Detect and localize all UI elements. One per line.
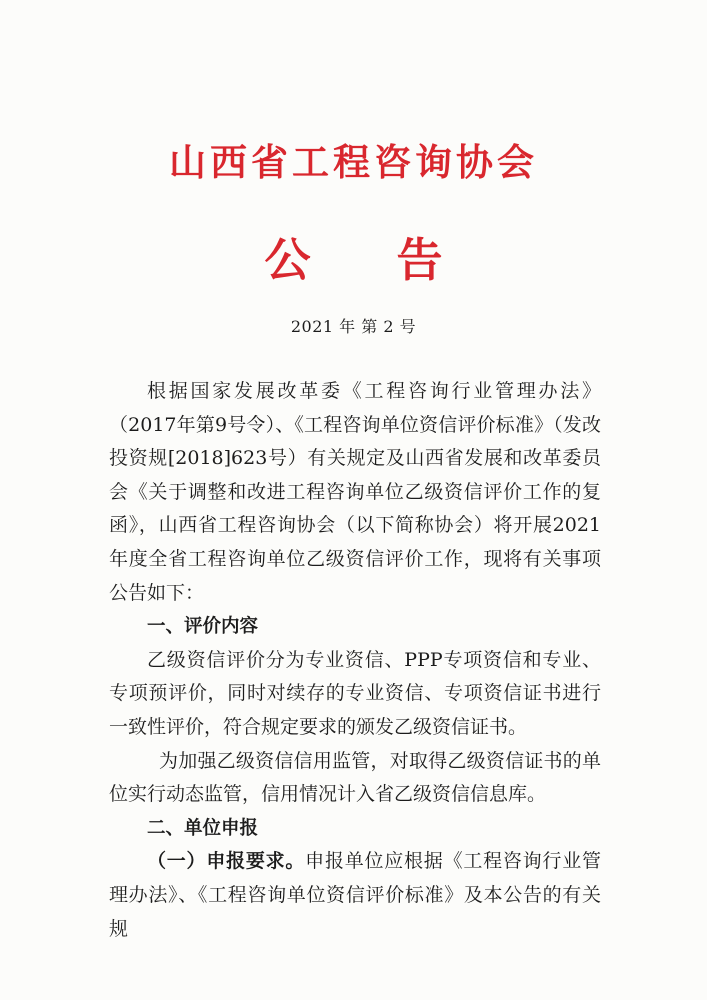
- section-heading-evaluation-content: 一、评价内容: [147, 616, 259, 638]
- notice-title: 公告: [264, 233, 529, 287]
- evaluation-paragraph-1: 乙级资信评价分为专业资信、PPP专项资信和专业、专项预评价，同时对续存的专业资信、专项资信证书进行一致性评价，符合规定要求的颁发乙级资信证书。: [109, 648, 601, 738]
- document-body: [109, 375, 601, 946]
- document-number: 2021 年 第 2 号: [290, 317, 417, 336]
- application-requirements-text: 申报单位应根据《工程咨询行业管理办法》、《工程咨询单位资信评价标准》及本公告的有关规: [109, 850, 601, 940]
- intro-paragraph: 根据国家发展改革委《工程咨询行业管理办法》（2017年第9号令）、《工程咨询单位资信评价标准》（发改投资规[2018]623号）有关规定及山西省发展和改革委员会《关于调整和改进工程咨询单位乙级资信评价工作的复函》，山西省工程咨询协会（以下简称协会）将开展2021年度全省工程咨询单位乙级资信评价工作，现将有关事项公告如下：: [109, 380, 601, 604]
- application-requirements-label: （一）申报要求。: [147, 850, 306, 873]
- organization-title: 山西省工程咨询协会: [169, 140, 538, 184]
- section-heading-unit-application: 二、单位申报: [147, 817, 259, 839]
- evaluation-paragraph-2: 为加强乙级资信信用监管，对取得乙级资信证书的单位实行动态监管，信用情况计入省乙级资信信息库。: [109, 749, 601, 806]
- application-requirements-paragraph: [109, 845, 601, 946]
